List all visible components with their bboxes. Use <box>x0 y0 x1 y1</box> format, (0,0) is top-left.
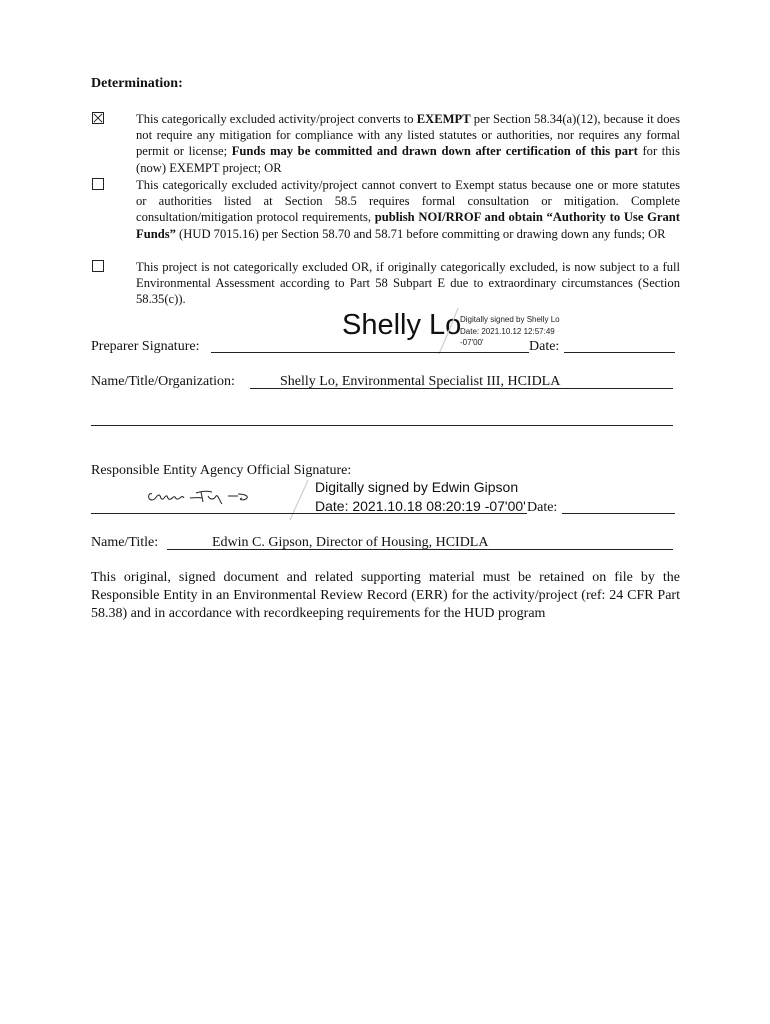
preparer-date-line[interactable] <box>564 352 675 353</box>
full-ea-checkbox[interactable] <box>92 260 104 272</box>
preparer-signature-line[interactable] <box>211 352 529 353</box>
determination-heading: Determination: <box>91 76 183 91</box>
official-signature-line[interactable] <box>91 513 527 514</box>
not-exempt-checkbox[interactable] <box>92 178 104 190</box>
signature-stroke-icon <box>436 306 462 356</box>
exempt-checkbox[interactable] <box>92 112 104 124</box>
option-not-exempt-bold: publish NOI/RROF and obtain “Authority to Use Grant Funds” <box>136 210 680 241</box>
official-signature-label: Responsible Entity Agency Official Signature: <box>91 463 352 478</box>
official-date-label: Date: <box>527 500 558 515</box>
option-exempt-bold-funds: Funds may be committed and drawn down after certification of this part <box>231 144 638 159</box>
signature-stroke-icon <box>286 478 312 522</box>
option-not-exempt-text-part: (HUD 7015.16) per Section 58.70 and 58.71 before committing or drawing down any funds; OR <box>175 226 666 241</box>
preparer-digital-line: Date: 2021.10.12 12:57:49 <box>460 326 555 336</box>
option-exempt-text <box>136 111 680 176</box>
official-digital-line: Date: 2021.10.18 08:20:19 -07'00' <box>315 498 526 514</box>
retention-notice: This original, signed document and related supporting material must be retained on file by the Responsible Entity in an Environmental Review Record (ERR) for the activity/project (ref: 24 CFR Part 58.38) and in accordance with recordkeeping requirements for the HUD program <box>91 570 680 621</box>
option-exempt-text-part: for this (now) EXEMPT project; OR <box>136 144 681 175</box>
preparer-name-value: Shelly Lo, Environmental Specialist III, HCIDLA <box>280 374 561 389</box>
option-exempt-text-part: This categorically excluded activity/project converts to <box>136 112 417 126</box>
preparer-name-label: Name/Title/Organization: <box>91 374 235 389</box>
checkbox-x-mark-icon <box>93 113 103 123</box>
official-digital-signature-stamp <box>315 478 526 516</box>
official-name-value: Edwin C. Gipson, Director of Housing, HCIDLA <box>212 535 489 550</box>
preparer-date-label: Date: <box>529 339 560 354</box>
official-name-label: Name/Title: <box>91 535 159 550</box>
preparer-signature-image: Shelly Lo <box>342 309 462 341</box>
option-not-exempt-text <box>136 177 680 242</box>
preparer-digital-line: Digitally signed by Shelly Lo <box>460 315 560 324</box>
blank-divider-line <box>91 425 673 426</box>
official-handwritten-signature <box>146 486 256 506</box>
preparer-digital-line: -07'00' <box>460 338 484 347</box>
option-not-exempt-text-part: This categorically excluded activity/project cannot convert to Exempt status because one or more statutes or authorities listed at Section 58.5 requires formal consultation or mitigation. Complete consultation/mitigation protocol requirements, <box>136 178 680 225</box>
option-full-ea-text: This project is not categorically excluded OR, if originally categorically excluded, is now subject to a full Environmental Assessment according to Part 58 Subpart E due to extraordinary circumstances (Section 58.35(c)). <box>136 260 680 307</box>
official-date-line[interactable] <box>562 513 675 514</box>
preparer-signature-label: Preparer Signature: <box>91 339 200 354</box>
option-exempt-bold-exempt: EXEMPT <box>416 112 471 126</box>
option-exempt-text-part: per Section 58.34(a)(12), because it does not require any mitigation for compliance with any listed statutes or authorities, nor requires any formal permit or license; <box>136 112 680 159</box>
official-digital-line: Digitally signed by Edwin Gipson <box>315 479 519 495</box>
